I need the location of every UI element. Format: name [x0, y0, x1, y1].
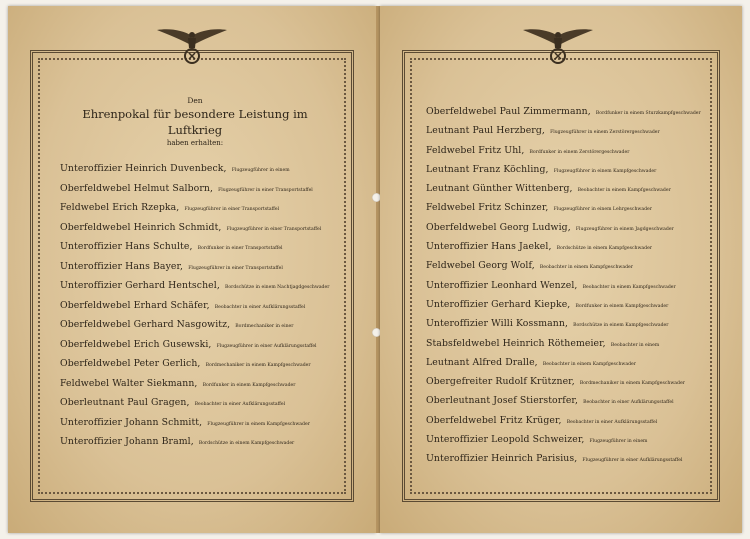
recipient-name: Leutnant Alfred Dralle, [426, 356, 538, 368]
list-item [426, 388, 702, 407]
recipient-name: Obergefreiter Rudolf Krützner, [426, 376, 575, 388]
recipient-role: Beobachter in einer Aufklärungsstaffel [194, 402, 286, 407]
recipient-role: Flugzeugführer in einem Kampfgeschwader [207, 421, 310, 427]
list-item [426, 234, 702, 253]
right-page-content [426, 99, 702, 466]
list-item [60, 332, 330, 352]
list-item [60, 351, 330, 371]
list-item [426, 195, 702, 214]
recipient-name: Feldwebel Georg Wolf, [426, 260, 535, 272]
list-item [426, 118, 702, 137]
list-item [60, 234, 330, 254]
list-item [426, 408, 702, 427]
recipient-name: Oberleutnant Josef Stierstorfer, [426, 395, 579, 407]
recipient-name: Oberfeldwebel Peter Gerlich, [60, 358, 201, 369]
recipient-name: Leutnant Franz Köchling, [426, 163, 549, 175]
list-item [60, 254, 330, 274]
recipient-name: Feldwebel Fritz Schinzer, [426, 202, 549, 214]
recipient-role: Bordmechaniker in einem Kampfgeschwader [205, 363, 311, 368]
recipient-name: Unteroffizier Hans Jaekel, [426, 241, 552, 253]
eagle-emblem-icon [155, 26, 229, 66]
list-item [426, 273, 702, 292]
list-item [426, 253, 702, 272]
recipient-name: Feldwebel Fritz Uhl, [426, 144, 525, 156]
recipient-name: Unteroffizier Willi Kossmann, [426, 318, 568, 330]
heading-subtitle: haben erhalten: [166, 139, 224, 147]
recipient-role: Bordfunker in einem Sturzkampfgeschwader [595, 111, 701, 116]
list-item [426, 157, 702, 176]
recipient-role: Beobachter in einer Aufklärungsstaffel [583, 400, 674, 406]
recipient-role: Beobachter in einem Kampfgeschwader [539, 265, 633, 271]
recipient-role: Flugzeugführer in einer Transportstaffel [188, 265, 283, 271]
list-item [426, 176, 702, 195]
recipient-name: Oberfeldwebel Erich Gusewski, [60, 338, 212, 350]
recipient-name: Oberfeldwebel Helmut Salborn, [60, 182, 214, 194]
recipient-name: Leutnant Paul Herzberg, [426, 125, 545, 137]
recipient-name: Unteroffizier Leopold Schweizer, [426, 434, 585, 446]
recipient-name: Unteroffizier Gerhard Hentschel, [60, 280, 220, 291]
recipient-name: Unteroffizier Heinrich Duvenbeck, [60, 163, 227, 174]
recipient-role: Bordschütze in einem Kampfgeschwader [573, 323, 669, 329]
recipient-role: Flugzeugführer in einem Jagdgeschwader [575, 226, 674, 232]
left-page-content [60, 96, 330, 449]
list-item [60, 312, 330, 332]
heading-den: Den [187, 96, 203, 105]
recipient-role: Beobachter in einem Kampfgeschwader [577, 188, 671, 194]
list-item [60, 410, 330, 430]
recipient-name: Oberfeldwebel Fritz Krüger, [426, 414, 562, 426]
list-item [60, 371, 330, 391]
list-item [60, 195, 330, 215]
recipient-role: Flugzeugführer in einer Transportstaffel [226, 226, 322, 232]
left-page [8, 6, 376, 533]
recipient-role: Flugzeugführer in einer Aufklärungsstaffel [216, 343, 317, 349]
recipient-name: Oberleutnant Paul Gragen, [60, 397, 190, 408]
recipient-list-right [426, 99, 702, 466]
list-item [426, 369, 702, 388]
list-item [60, 215, 330, 235]
recipient-name: Unteroffizier Hans Schulte, [60, 241, 193, 252]
recipient-role: Flugzeugführer in einem Zerstörergeschwader [550, 130, 660, 136]
recipient-role: Beobachter in einem [610, 342, 660, 348]
list-item [60, 273, 330, 293]
list-item [60, 429, 330, 449]
recipient-role: Beobachter in einem Kampfgeschwader [582, 284, 676, 290]
recipient-name: Unteroffizier Johann Schmitt, [60, 416, 203, 428]
recipient-name: Oberfeldwebel Gerhard Nasgowitz, [60, 319, 231, 330]
list-item [60, 293, 330, 313]
recipient-name: Unteroffizier Heinrich Parisius, [426, 453, 578, 465]
recipient-role: Beobachter in einer Aufklärungsstaffel [214, 304, 306, 310]
list-item [426, 292, 702, 311]
list-item [426, 331, 702, 350]
list-item [426, 138, 702, 157]
recipient-role: Flugzeugführer in einer Aufklärungsstaffel [582, 458, 683, 464]
recipient-role: Flugzeugführer in einem [589, 439, 648, 445]
recipient-name: Oberfeldwebel Georg Ludwig, [426, 221, 571, 233]
recipient-role: Flugzeugführer in einem Lehrgeschwader [553, 207, 652, 213]
list-item [426, 311, 702, 330]
list-item [426, 350, 702, 369]
recipient-role: Bordmechaniker in einer [235, 324, 294, 329]
recipient-name: Feldwebel Walter Siekmann, [60, 377, 198, 389]
recipient-role: Flugzeugführer in einem Kampfgeschwader [553, 168, 657, 174]
list-item [426, 215, 702, 234]
recipient-role: Flugzeugführer in einer Transportstaffel [218, 187, 313, 193]
recipient-role: Bordfunker in einem Zerstörergeschwader [529, 149, 630, 155]
recipient-role: Flugzeugführer in einem [231, 168, 290, 173]
recipient-name: Unteroffizier Hans Bayer, [60, 260, 184, 272]
recipient-role: Bordschütze in einem Nachtjagdgeschwader [225, 285, 330, 290]
list-item [60, 390, 330, 410]
recipient-role: Bordfunker in einem Kampfgeschwader [202, 382, 296, 388]
recipient-name: Unteroffizier Johann Braml, [60, 436, 194, 447]
recipient-name: Leutnant Günther Wittenberg, [426, 183, 573, 195]
recipient-name: Feldwebel Erich Rzepka, [60, 202, 180, 213]
recipient-role: Bordschütze in einem Kampfgeschwader [198, 441, 295, 446]
recipient-role: Flugzeugführer in einer Transportstaffel [184, 207, 280, 212]
list-item [426, 446, 702, 465]
recipient-role: Bordfunker in einer Transportstaffel [197, 246, 283, 251]
recipient-role: Bordschütze in einem Kampfgeschwader [556, 246, 653, 252]
recipient-role: Beobachter in einer Aufklärungsstaffel [566, 419, 658, 425]
recipient-name: Unteroffizier Gerhard Kiepke, [426, 298, 571, 310]
recipient-name: Oberfeldwebel Paul Zimmermann, [426, 106, 591, 117]
recipient-name: Stabsfeldwebel Heinrich Röthemeier, [426, 337, 606, 349]
list-item [426, 427, 702, 446]
list-item [426, 99, 702, 118]
recipient-name: Unteroffizier Leonhard Wenzel, [426, 279, 578, 291]
recipient-role: Bordfunker in einem Kampfgeschwader [575, 303, 669, 309]
recipient-role: Bordmechaniker in einem Kampfgeschwader [579, 381, 685, 387]
list-item [60, 156, 330, 176]
eagle-emblem-icon [521, 26, 595, 66]
recipient-name: Oberfeldwebel Heinrich Schmidt, [60, 221, 222, 233]
recipient-list-left [60, 156, 330, 449]
recipient-name: Oberfeldwebel Erhard Schäfer, [60, 299, 210, 311]
list-item [60, 176, 330, 196]
recipient-role: Beobachter in einem Kampfgeschwader [542, 361, 636, 367]
right-page [380, 6, 742, 533]
page-title: Ehrenpokal für besondere Leistung im Luftkrieg [82, 107, 308, 137]
